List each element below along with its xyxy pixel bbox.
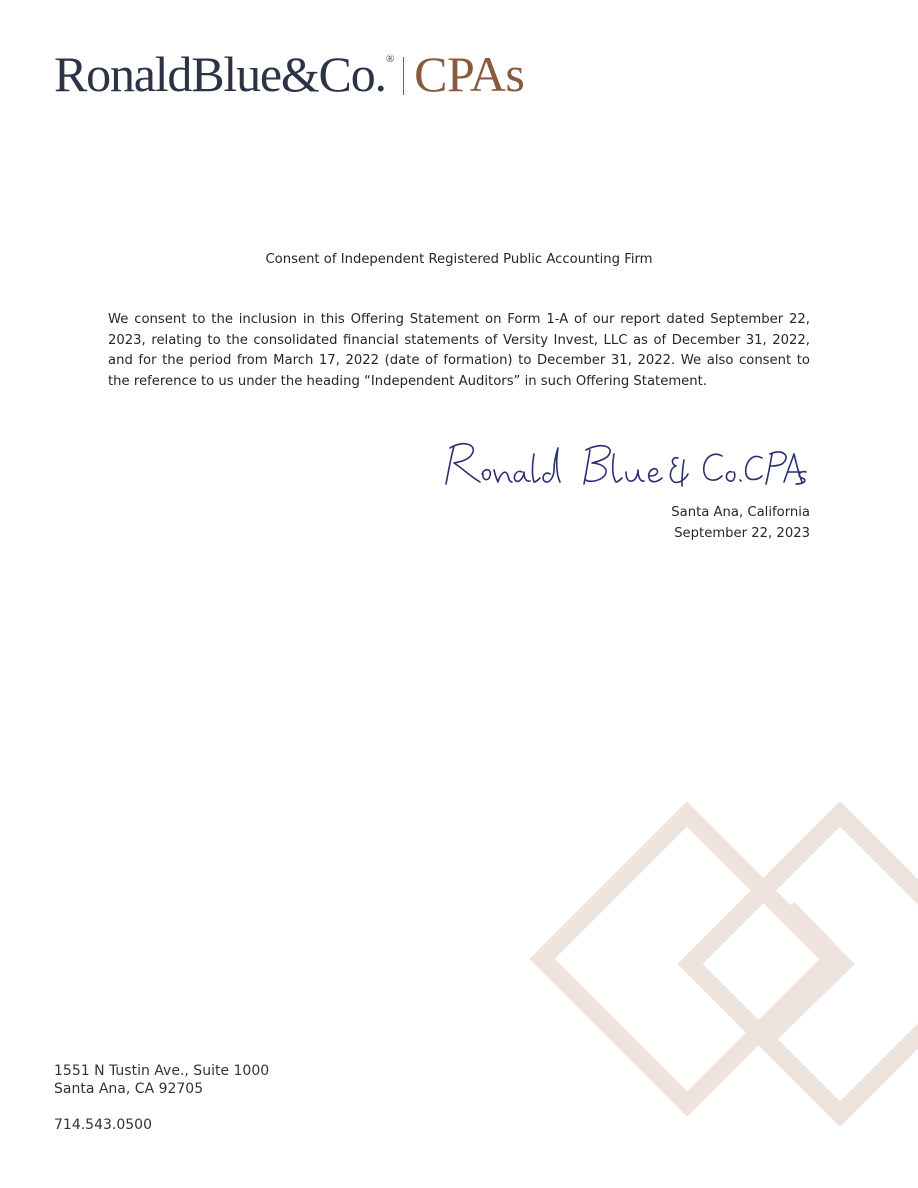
footer-address-line2: Santa Ana, CA 92705	[54, 1081, 204, 1097]
footer-phone: 714.543.0500	[54, 1117, 152, 1133]
signature-location: Santa Ana, California	[671, 505, 810, 520]
signature-block	[671, 503, 810, 544]
document-title: Consent of Independent Registered Public Accounting Firm	[265, 252, 653, 267]
signature-date: September 22, 2023	[674, 525, 810, 541]
diamond-watermark-graphic	[520, 800, 918, 1140]
logo-cpas-suffix: CPAs	[414, 46, 525, 102]
footer-contact	[54, 1062, 269, 1134]
signature-image	[440, 436, 810, 496]
letterhead-logo	[54, 46, 524, 102]
footer-address-line1: 1551 N Tustin Ave., Suite 1000	[54, 1063, 270, 1079]
logo-registered-mark: ®	[385, 53, 395, 65]
logo-divider	[403, 57, 404, 95]
logo-firm-name: RonaldBlue&Co.	[54, 46, 386, 102]
consent-paragraph: We consent to the inclusion in this Offering Statement on Form 1-A of our report dated September 22, 2023, relating to the consolidated financial statements of Versity Invest, LLC as of December 31, 2022, and for the period from March 17, 2022 (date of formation) to December 31, 2022. We also consent to the reference to us under the heading “Independent Auditors” in such Offering Statement.	[108, 312, 810, 389]
